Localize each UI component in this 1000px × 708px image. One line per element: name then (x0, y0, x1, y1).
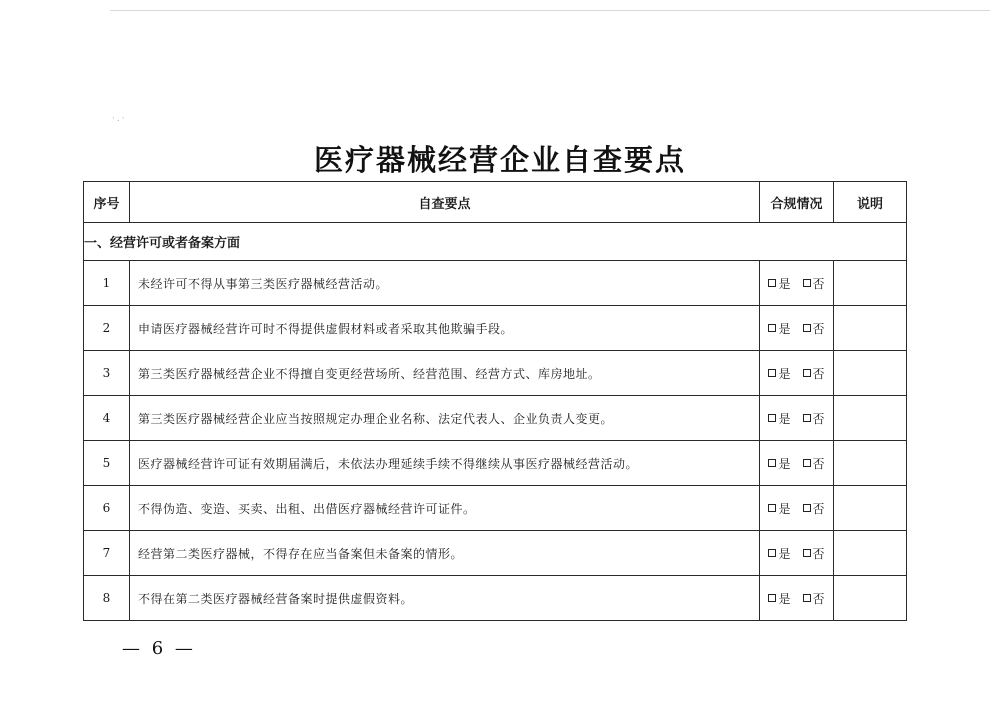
row-check-point: 未经许可不得从事第三类医疗器械经营活动。 (130, 261, 760, 306)
table-row (84, 531, 907, 576)
checkbox-label-no: 否 (812, 321, 825, 336)
checkbox-no[interactable] (803, 459, 811, 467)
compliance-option-yes[interactable] (768, 455, 790, 472)
checkbox-no[interactable] (803, 504, 811, 512)
row-check-point: 申请医疗器械经营许可时不得提供虚假材料或者采取其他欺骗手段。 (130, 306, 760, 351)
compliance-option-yes[interactable] (768, 590, 790, 607)
table-row (84, 306, 907, 351)
compliance-option-yes[interactable] (768, 365, 790, 382)
compliance-option-no[interactable] (803, 455, 825, 472)
row-check-point: 第三类医疗器械经营企业不得擅自变更经营场所、经营范围、经营方式、库房地址。 (130, 351, 760, 396)
checkbox-label-no: 否 (812, 276, 825, 291)
row-number: 1 (84, 261, 130, 306)
checkbox-no[interactable] (803, 369, 811, 377)
compliance-option-yes[interactable] (768, 545, 790, 562)
checkbox-yes[interactable] (768, 414, 776, 422)
scan-specks: ·.· (112, 114, 127, 124)
row-compliance (760, 306, 834, 351)
row-number: 3 (84, 351, 130, 396)
header-no: 序号 (84, 182, 130, 223)
row-note[interactable] (834, 351, 907, 396)
checkbox-label-yes: 是 (778, 366, 791, 381)
checkbox-no[interactable] (803, 414, 811, 422)
row-number: 2 (84, 306, 130, 351)
header-compliance: 合规情况 (760, 182, 834, 223)
table-row (84, 441, 907, 486)
checkbox-label-no: 否 (812, 501, 825, 516)
self-check-table (83, 181, 907, 621)
row-check-point: 不得在第二类医疗器械经营备案时提供虚假资料。 (130, 576, 760, 621)
checkbox-label-yes: 是 (778, 321, 791, 336)
row-number: 7 (84, 531, 130, 576)
page-number: — 6 — (122, 638, 196, 659)
header-point: 自查要点 (130, 182, 760, 223)
checkbox-label-yes: 是 (778, 276, 791, 291)
compliance-option-no[interactable] (803, 410, 825, 427)
checkbox-label-yes: 是 (778, 456, 791, 471)
header-note: 说明 (834, 182, 907, 223)
table-header-row (84, 182, 907, 223)
checkbox-label-no: 否 (812, 366, 825, 381)
checkbox-yes[interactable] (768, 594, 776, 602)
checkbox-no[interactable] (803, 594, 811, 602)
row-check-point: 医疗器械经营许可证有效期届满后，未依法办理延续手续不得继续从事医疗器械经营活动。 (130, 441, 760, 486)
row-note[interactable] (834, 441, 907, 486)
row-compliance (760, 486, 834, 531)
row-compliance (760, 261, 834, 306)
table-row (84, 261, 907, 306)
row-check-point: 不得伪造、变造、买卖、出租、出借医疗器械经营许可证件。 (130, 486, 760, 531)
checkbox-label-yes: 是 (778, 411, 791, 426)
row-note[interactable] (834, 576, 907, 621)
compliance-option-no[interactable] (803, 590, 825, 607)
compliance-option-yes[interactable] (768, 320, 790, 337)
row-note[interactable] (834, 486, 907, 531)
row-compliance (760, 576, 834, 621)
compliance-option-yes[interactable] (768, 410, 790, 427)
row-number: 5 (84, 441, 130, 486)
checkbox-yes[interactable] (768, 369, 776, 377)
table-row (84, 486, 907, 531)
row-check-point: 经营第二类医疗器械，不得存在应当备案但未备案的情形。 (130, 531, 760, 576)
compliance-option-yes[interactable] (768, 275, 790, 292)
compliance-option-no[interactable] (803, 500, 825, 517)
checkbox-no[interactable] (803, 324, 811, 332)
table-row (84, 396, 907, 441)
table-row (84, 576, 907, 621)
checkbox-label-yes: 是 (778, 546, 791, 561)
row-check-point: 第三类医疗器械经营企业应当按照规定办理企业名称、法定代表人、企业负责人变更。 (130, 396, 760, 441)
checkbox-yes[interactable] (768, 549, 776, 557)
top-border-line (110, 10, 990, 11)
compliance-option-no[interactable] (803, 320, 825, 337)
compliance-option-no[interactable] (803, 545, 825, 562)
row-compliance (760, 396, 834, 441)
checkbox-yes[interactable] (768, 324, 776, 332)
row-compliance (760, 351, 834, 396)
checkbox-label-no: 否 (812, 546, 825, 561)
row-note[interactable] (834, 261, 907, 306)
row-note[interactable] (834, 306, 907, 351)
table-body (84, 223, 907, 621)
document-title: 医疗器械经营企业自查要点 (313, 143, 686, 177)
row-compliance (760, 531, 834, 576)
row-number: 8 (84, 576, 130, 621)
row-number: 6 (84, 486, 130, 531)
compliance-option-yes[interactable] (768, 500, 790, 517)
checkbox-yes[interactable] (768, 504, 776, 512)
row-compliance (760, 441, 834, 486)
checkbox-label-yes: 是 (778, 501, 791, 516)
table-row (84, 351, 907, 396)
checkbox-label-no: 否 (812, 411, 825, 426)
checkbox-no[interactable] (803, 279, 811, 287)
compliance-option-no[interactable] (803, 365, 825, 382)
checkbox-label-yes: 是 (778, 591, 791, 606)
checkbox-label-no: 否 (812, 591, 825, 606)
checkbox-no[interactable] (803, 549, 811, 557)
checkbox-yes[interactable] (768, 279, 776, 287)
compliance-option-no[interactable] (803, 275, 825, 292)
row-note[interactable] (834, 396, 907, 441)
checkbox-yes[interactable] (768, 459, 776, 467)
section-heading: 一、经营许可或者备案方面 (84, 223, 907, 261)
checkbox-label-no: 否 (812, 456, 825, 471)
row-note[interactable] (834, 531, 907, 576)
section-row (84, 223, 907, 261)
row-number: 4 (84, 396, 130, 441)
